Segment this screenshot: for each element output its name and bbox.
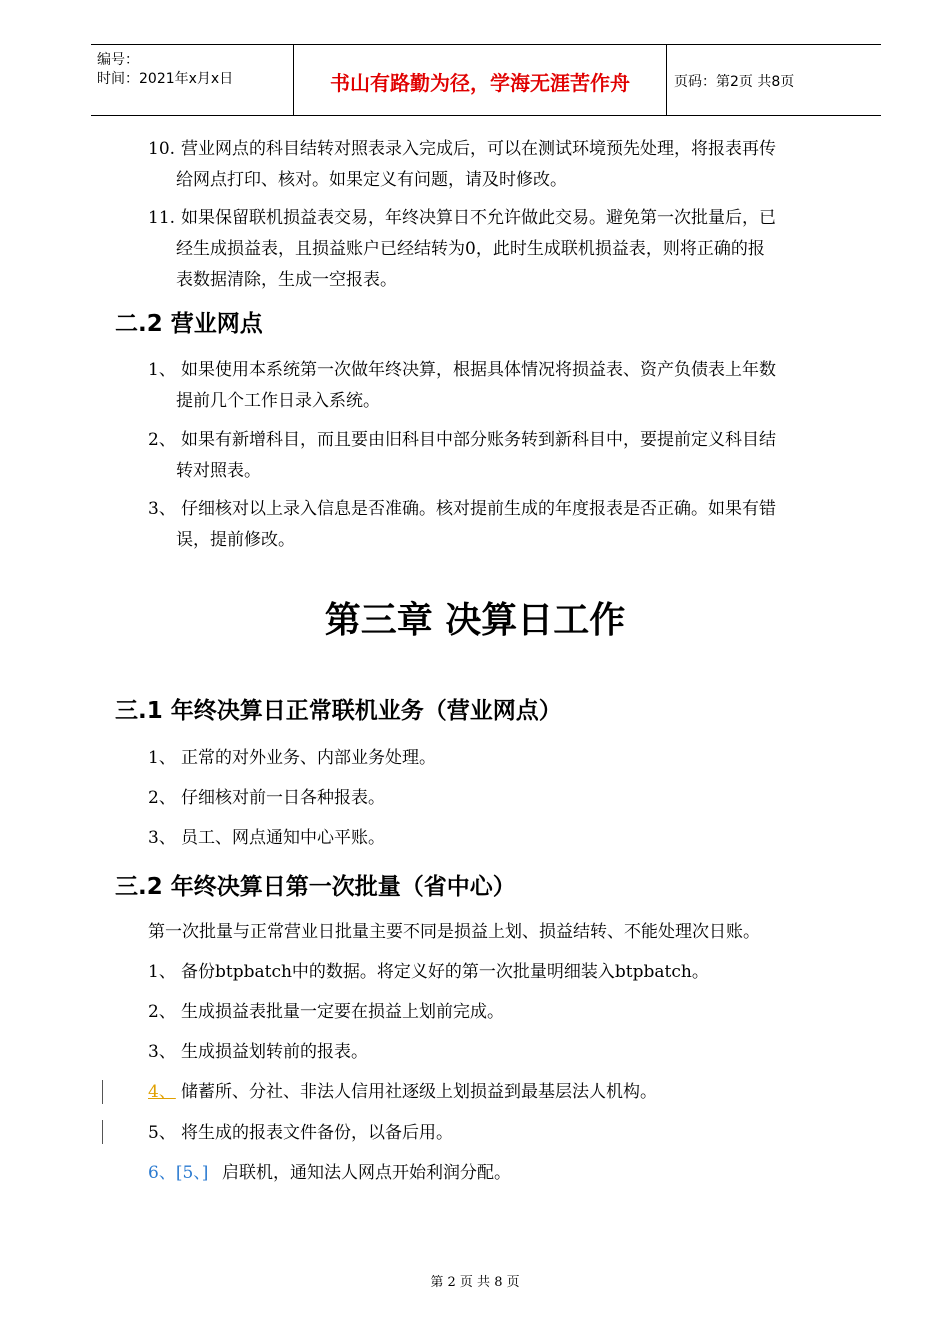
- list-item-number: 1、: [148, 360, 176, 380]
- list-item-text: 备份btpbatch中的数据。将定义好的第一次批量明细装入btpbatch。: [181, 962, 709, 982]
- section-heading: 三.2 年终决算日第一次批量（省中心）: [115, 874, 516, 900]
- list-item: [0, 1118, 950, 1149]
- list-item-text: 储蓄所、分社、非法人信用社逐级上划损益到最基层法人机构。: [181, 1082, 657, 1102]
- list-item-line: 如果使用本系统第一次做年终决算，根据具体情况将损益表、资产负债表上年数: [181, 360, 776, 380]
- header-page-cell: [666, 45, 881, 115]
- list-item-number: 2、: [148, 1002, 176, 1022]
- list-item: [0, 355, 950, 417]
- page-footer: 第 2 页 共 8 页: [430, 1275, 520, 1290]
- list-item-text: 生成损益表批量一定要在损益上划前完成。: [181, 1002, 504, 1022]
- doc-time-label: 时间：2021年x月x日: [97, 71, 234, 87]
- list-item-line: 如果保留联机损益表交易，年终决算日不允许做此交易。避免第一次批量后，已: [181, 208, 776, 228]
- header-page-info: 页码：第2页 共8页: [674, 74, 795, 90]
- header-motto-cell: [293, 45, 667, 115]
- list-item: [0, 957, 950, 988]
- list-item-line: 转对照表。: [176, 461, 261, 481]
- list-item-number: 3、: [148, 1042, 176, 1062]
- list-item-text: 生成损益划转前的报表。: [181, 1042, 368, 1062]
- list-item: [0, 203, 950, 296]
- list-item-number: 3、: [148, 828, 176, 848]
- list-item-line: 营业网点的科目结转对照表录入完成后，可以在测试环境预先处理，将报表再传: [181, 139, 776, 159]
- section-heading: 三.1 年终决算日正常联机业务（营业网点）: [115, 698, 562, 724]
- list-item: [0, 997, 950, 1028]
- list-item: [0, 1037, 950, 1068]
- list-item-line: 经生成损益表，且损益账户已经结转为0，此时生成联机损益表，则将正确的报: [176, 239, 765, 259]
- header-meta: [91, 45, 293, 115]
- list-item-line: 提前几个工作日录入系统。: [176, 391, 380, 411]
- list-item-number: 11.: [148, 208, 176, 228]
- list-item-number: 1、: [148, 962, 176, 982]
- list-item-text: 仔细核对前一日各种报表。: [181, 788, 385, 808]
- list-item-number: 5、: [148, 1123, 176, 1143]
- list-item-line: 如果有新增科目，而且要由旧科目中部分账务转到新科目中，要提前定义科目结: [181, 430, 776, 450]
- section-heading: 二.2 营业网点: [115, 311, 263, 337]
- list-item-line: 误，提前修改。: [176, 530, 295, 550]
- list-item: [0, 1158, 950, 1189]
- list-item-text: 启联机，通知法人网点开始利润分配。: [222, 1163, 511, 1183]
- list-item-text: 正常的对外业务、内部业务处理。: [181, 748, 436, 768]
- list-item-line: 仔细核对以上录入信息是否准确。核对提前生成的年度报表是否正确。如果有错: [181, 499, 776, 519]
- list-item-number-revised: 6、[5、]: [148, 1163, 209, 1183]
- list-item: [0, 1077, 950, 1108]
- list-item-line: 表数据清除，生成一空报表。: [176, 270, 397, 290]
- list-item-number: 10.: [148, 139, 176, 159]
- list-item-number: 2、: [148, 430, 176, 450]
- list-item-number-revised: 4、: [148, 1082, 176, 1102]
- list-item-text: 将生成的报表文件备份，以备后用。: [181, 1123, 453, 1143]
- list-item: [0, 494, 950, 556]
- list-item: [0, 743, 950, 774]
- doc-number-label: 编号：: [97, 52, 139, 68]
- header-motto: 书山有路勤为径，学海无涯苦作舟: [330, 71, 630, 95]
- list-item-number: 1、: [148, 748, 176, 768]
- list-item: [0, 823, 950, 854]
- section-intro: 第一次批量与正常营业日批量主要不同是损益上划、损益结转、不能处理次日账。: [148, 922, 760, 942]
- list-item-text: 员工、网点通知中心平账。: [181, 828, 385, 848]
- list-item-number: 2、: [148, 788, 176, 808]
- list-item: [0, 134, 950, 196]
- list-item: [0, 425, 950, 487]
- chapter-title: 第三章 决算日工作: [324, 600, 626, 641]
- list-item-number: 3、: [148, 499, 176, 519]
- page-header: [91, 44, 881, 116]
- list-item: [0, 783, 950, 814]
- list-item-line: 给网点打印、核对。如果定义有问题，请及时修改。: [176, 170, 567, 190]
